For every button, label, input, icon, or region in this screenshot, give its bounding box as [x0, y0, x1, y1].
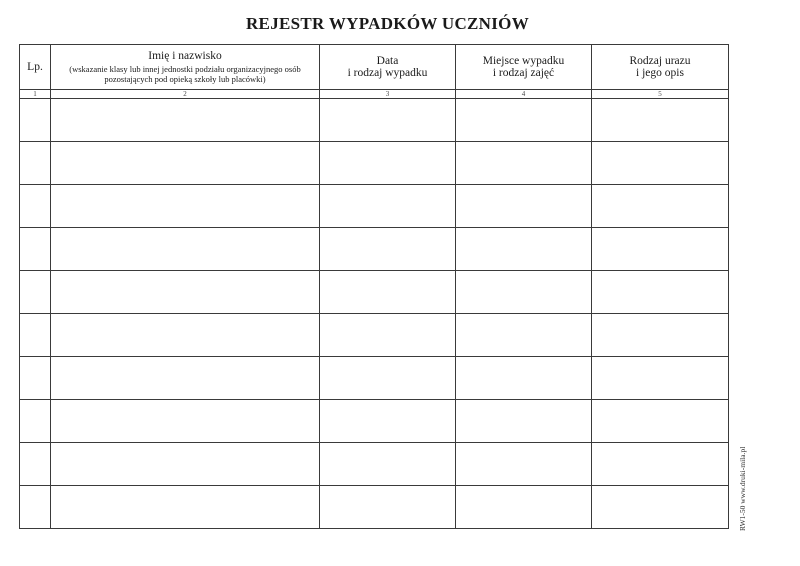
register-row: [20, 271, 729, 314]
register-cell[interactable]: [320, 99, 456, 142]
column-number-row: [20, 90, 729, 99]
register-cell[interactable]: [51, 357, 320, 400]
column-header-lp: [20, 45, 51, 90]
register-row: [20, 357, 729, 400]
register-cell[interactable]: [51, 486, 320, 529]
register-cell[interactable]: [592, 314, 729, 357]
register-body: [20, 99, 729, 529]
register-cell[interactable]: [320, 142, 456, 185]
column-header-label: Imię i nazwisko: [148, 50, 222, 62]
register-cell[interactable]: [456, 314, 592, 357]
register-cell[interactable]: [20, 486, 51, 529]
register-cell[interactable]: [592, 99, 729, 142]
register-cell[interactable]: [456, 400, 592, 443]
column-header-label: Rodzaj urazu i jego opis: [629, 55, 691, 79]
column-number: 3: [320, 90, 456, 99]
column-number: 2: [51, 90, 320, 99]
register-cell[interactable]: [320, 271, 456, 314]
column-header-name: [51, 45, 320, 90]
column-number: 1: [20, 90, 51, 99]
register-cell[interactable]: [51, 228, 320, 271]
column-number: 5: [592, 90, 729, 99]
register-cell[interactable]: [320, 443, 456, 486]
register-title: REJESTR WYPADKÓW UCZNIÓW: [245, 14, 530, 33]
register-cell[interactable]: [456, 99, 592, 142]
register-row: [20, 486, 729, 529]
register-cell[interactable]: [592, 357, 729, 400]
register-cell[interactable]: [20, 271, 51, 314]
register-cell[interactable]: [320, 228, 456, 271]
register-cell[interactable]: [51, 443, 320, 486]
column-number: 4: [456, 90, 592, 99]
register-row: [20, 142, 729, 185]
register-cell[interactable]: [20, 142, 51, 185]
register-cell[interactable]: [456, 228, 592, 271]
register-cell[interactable]: [20, 185, 51, 228]
register-row: [20, 400, 729, 443]
register-cell[interactable]: [592, 185, 729, 228]
register-cell[interactable]: [456, 357, 592, 400]
register-row: [20, 228, 729, 271]
register-cell[interactable]: [20, 99, 51, 142]
column-header-label: Data i rodzaj wypadku: [347, 55, 428, 79]
register-row: [20, 314, 729, 357]
register-cell[interactable]: [320, 486, 456, 529]
register-cell[interactable]: [20, 357, 51, 400]
register-cell[interactable]: [51, 271, 320, 314]
register-cell[interactable]: [20, 228, 51, 271]
register-cell[interactable]: [592, 486, 729, 529]
register-cell[interactable]: [51, 99, 320, 142]
column-header-label: Miejsce wypadku i rodzaj zajęć: [482, 55, 565, 79]
column-header-place: [456, 45, 592, 90]
register-cell[interactable]: [592, 400, 729, 443]
register-cell[interactable]: [51, 142, 320, 185]
register-cell[interactable]: [592, 228, 729, 271]
register-cell[interactable]: [456, 142, 592, 185]
header-row: [20, 45, 729, 90]
form-code-note: RW1-50 www.druki-mila.pl: [738, 446, 747, 531]
register-cell[interactable]: [592, 443, 729, 486]
column-header-date: [320, 45, 456, 90]
accident-register-table: [19, 44, 729, 529]
column-header-injury: [592, 45, 729, 90]
register-cell[interactable]: [20, 314, 51, 357]
register-cell[interactable]: [456, 486, 592, 529]
register-cell[interactable]: [320, 314, 456, 357]
register-row: [20, 443, 729, 486]
register-row: [20, 99, 729, 142]
register-cell[interactable]: [20, 400, 51, 443]
register-cell[interactable]: [20, 443, 51, 486]
column-header-label: Lp.: [27, 61, 43, 73]
register-cell[interactable]: [51, 400, 320, 443]
register-cell[interactable]: [456, 443, 592, 486]
register-cell[interactable]: [320, 357, 456, 400]
register-cell[interactable]: [456, 271, 592, 314]
register-cell[interactable]: [456, 185, 592, 228]
register-row: [20, 185, 729, 228]
register-cell[interactable]: [51, 185, 320, 228]
register-cell[interactable]: [320, 400, 456, 443]
register-cell[interactable]: [592, 271, 729, 314]
register-cell[interactable]: [592, 142, 729, 185]
register-cell[interactable]: [51, 314, 320, 357]
register-cell[interactable]: [320, 185, 456, 228]
column-header-note: (wskazanie klasy lub innej jednostki podziału organizacyjnego osób pozostających pod opieką szkoły lub placówki): [69, 64, 301, 84]
